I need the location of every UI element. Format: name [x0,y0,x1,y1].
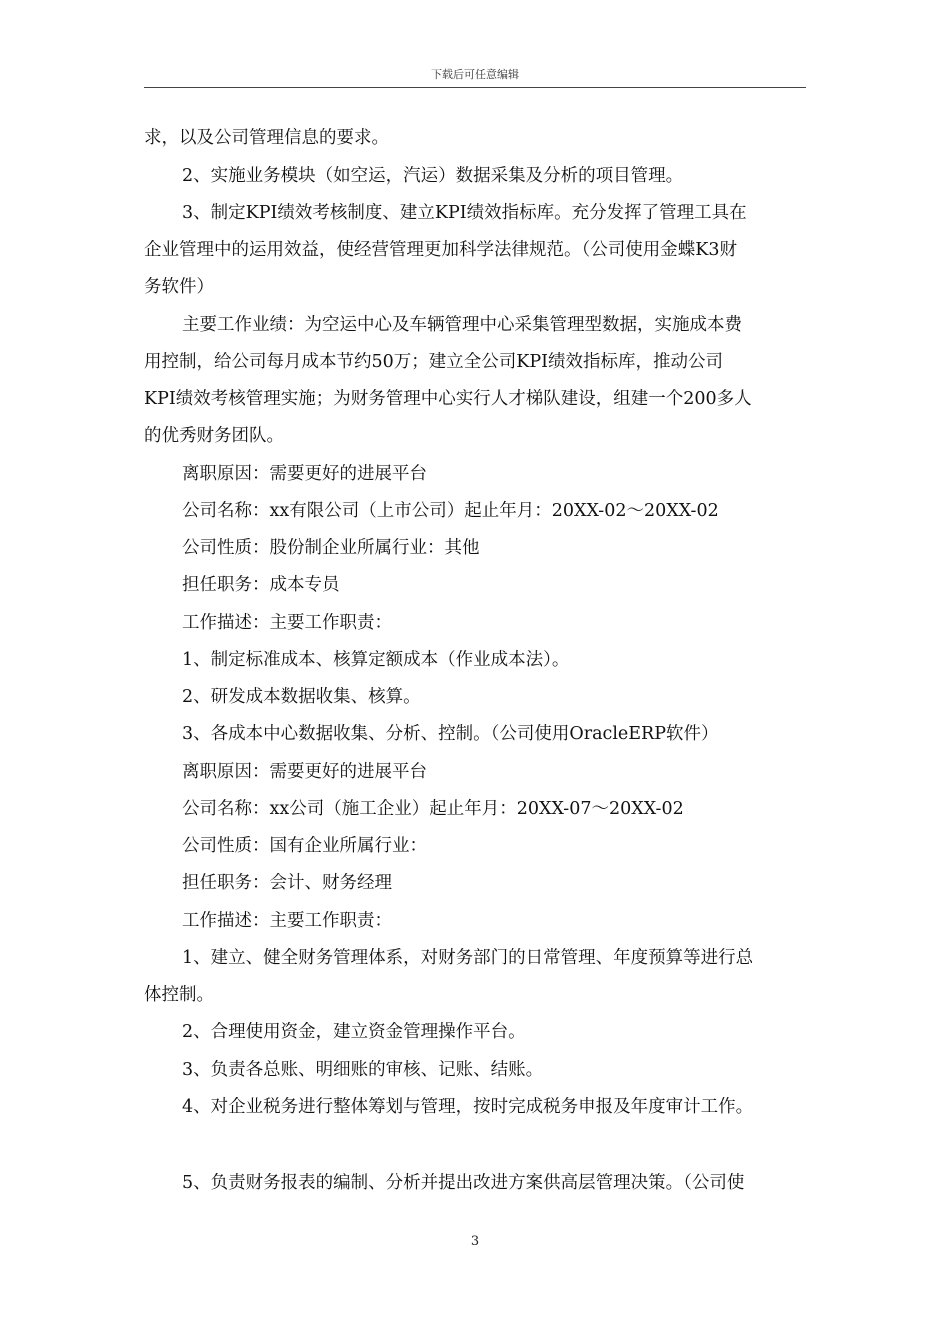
body-line: 的优秀财务团队。 [144,426,284,446]
body-line: 2、研发成本数据收集、核算。 [182,687,421,707]
body-line: 公司名称：xx公司（施工企业）起止年月：20XX-07～20XX-02 [182,799,684,819]
body-line: 求，以及公司管理信息的要求。 [144,128,389,148]
body-line: 用控制，给公司每月成本节约50万；建立全公司KPI绩效指标库，推动公司 [144,352,724,372]
page-number: 3 [470,1234,480,1249]
body-line: 主要工作业绩：为空运中心及车辆管理中心采集管理型数据，实施成本费 [182,315,742,335]
body-line: 公司性质：国有企业所属行业： [182,836,427,856]
body-line: KPI绩效考核管理实施；为财务管理中心实行人才梯队建设，组建一个200多人 [144,389,752,409]
body-line: 3、负责各总账、明细账的审核、记账、结账。 [182,1060,544,1080]
body-line: 2、实施业务模块（如空运，汽运）数据采集及分析的项目管理。 [182,166,684,186]
body-line: 担任职务：会计、财务经理 [182,873,392,893]
body-line: 1、建立、健全财务管理体系，对财务部门的日常管理、年度预算等进行总 [182,948,754,968]
body-line: 务软件） [144,277,214,297]
body-line: 体控制。 [144,985,214,1005]
body-line: 离职原因：需要更好的进展平台 [182,464,427,484]
header-divider [144,87,806,88]
body-line: 4、对企业税务进行整体筹划与管理，按时完成税务申报及年度审计工作。 [182,1097,754,1117]
body-line: 企业管理中的运用效益，使经营管理更加科学法律规范。（公司使用金蝶K3财 [144,240,737,260]
body-line: 3、各成本中心数据收集、分析、控制。（公司使用OracleERP软件） [182,724,719,744]
body-line: 担任职务：成本专员 [182,575,340,595]
body-line: 公司性质：股份制企业所属行业：其他 [182,538,480,558]
body-line: 工作描述：主要工作职责： [182,911,392,931]
body-line: 1、制定标准成本、核算定额成本（作业成本法）。 [182,650,570,670]
page-header: 下载后可任意编辑 [431,68,519,81]
body-line: 工作描述：主要工作职责： [182,613,392,633]
body-line: 2、合理使用资金，建立资金管理操作平台。 [182,1022,526,1042]
body-line: 离职原因：需要更好的进展平台 [182,762,427,782]
body-line: 公司名称：xx有限公司（上市公司）起止年月：20XX-02～20XX-02 [182,501,719,521]
body-line: 5、负责财务报表的编制、分析并提出改进方案供高层管理决策。（公司使 [182,1173,745,1193]
body-line: 3、制定KPI绩效考核制度、建立KPI绩效指标库。充分发挥了管理工具在 [182,203,747,223]
